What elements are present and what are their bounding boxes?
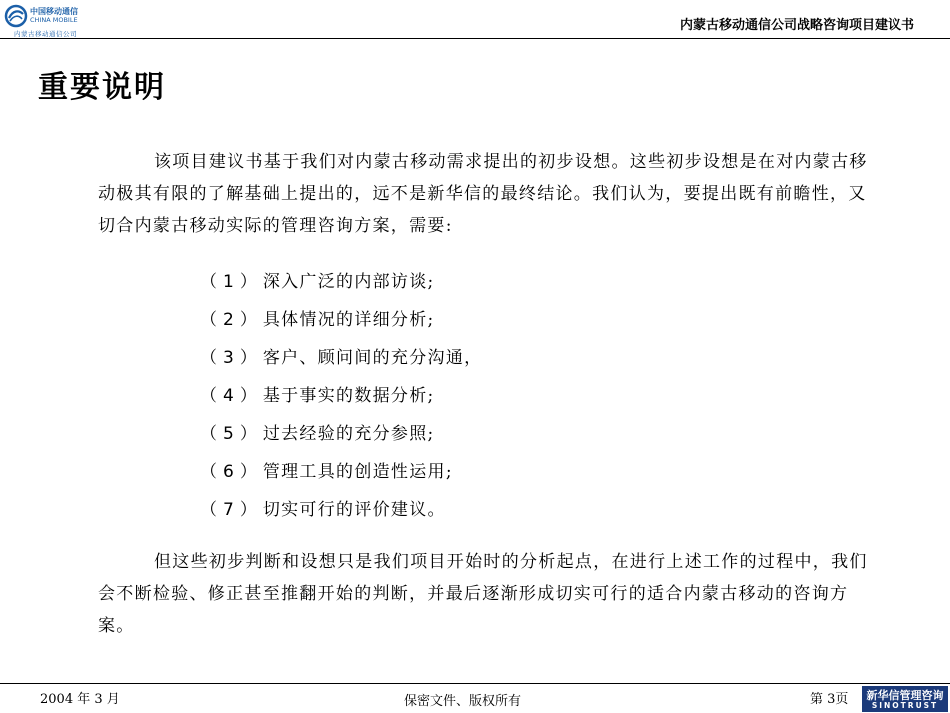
list-item xyxy=(200,304,700,342)
sinotrust-logo xyxy=(862,686,948,712)
page-title: 重要说明 xyxy=(38,70,166,105)
logo-cn-name: 中国移动通信 xyxy=(30,7,78,16)
list-item-number: （7） xyxy=(200,500,263,520)
list-item-text: 基于事实的数据分析; xyxy=(262,386,435,406)
footer-confidential-notice: 保密文件、版权所有 xyxy=(404,694,522,709)
requirements-list xyxy=(200,266,700,532)
footer-divider xyxy=(0,683,950,684)
list-item-text: 切实可行的评价建议。 xyxy=(262,500,446,520)
intro-paragraph-text: 该项目建议书基于我们对内蒙古移动需求提出的初步设想。这些初步设想是在对内蒙古移动极其有限的了解基础上提出的，远不是新华信的最终结论。我们认为，要提出既有前瞻性，又切合内蒙古移动实际的管理咨询方案，需要: xyxy=(98,152,868,236)
list-item xyxy=(200,494,700,532)
document-title: 内蒙古移动通信公司战略咨询项目建议书 xyxy=(679,18,914,33)
list-item-text: 过去经验的充分参照; xyxy=(262,424,435,444)
header-divider xyxy=(0,38,950,39)
closing-paragraph-text: 但这些初步判断和设想只是我们项目开始时的分析起点，在进行上述工作的过程中，我们会不断检验、修正甚至推翻开始的判断，并最后逐渐形成切实可行的适合内蒙古移动的咨询方案。 xyxy=(98,552,868,636)
list-item-number: （4） xyxy=(200,386,263,406)
list-item xyxy=(200,342,700,380)
intro-paragraph xyxy=(98,146,878,242)
list-item-number: （1） xyxy=(200,272,263,292)
list-item-text: 客户、顾问间的充分沟通， xyxy=(262,348,483,368)
list-item xyxy=(200,456,700,494)
brand-cn-name: 新华信管理咨询 xyxy=(866,689,944,702)
page-number: 第 3页 xyxy=(810,692,849,707)
footer-date: 2004 年 3 月 xyxy=(40,692,120,707)
china-mobile-logo xyxy=(4,4,99,38)
china-mobile-logo-icon xyxy=(4,4,28,28)
logo-en-name: CHINA MOBILE xyxy=(30,16,78,24)
list-item-text: 深入广泛的内部访谈; xyxy=(262,272,435,292)
list-item xyxy=(200,418,700,456)
closing-paragraph xyxy=(98,546,878,642)
brand-en-name: SINOTRUST xyxy=(871,701,939,710)
logo-subsidiary: 内蒙古移动通信公司 xyxy=(14,30,77,38)
list-item-number: （5） xyxy=(200,424,263,444)
list-item-text: 具体情况的详细分析; xyxy=(262,310,435,330)
list-item xyxy=(200,380,700,418)
list-item-number: （3） xyxy=(200,348,263,368)
list-item-number: （6） xyxy=(200,462,263,482)
list-item-text: 管理工具的创造性运用; xyxy=(262,462,453,482)
list-item xyxy=(200,266,700,304)
list-item-number: （2） xyxy=(200,310,263,330)
